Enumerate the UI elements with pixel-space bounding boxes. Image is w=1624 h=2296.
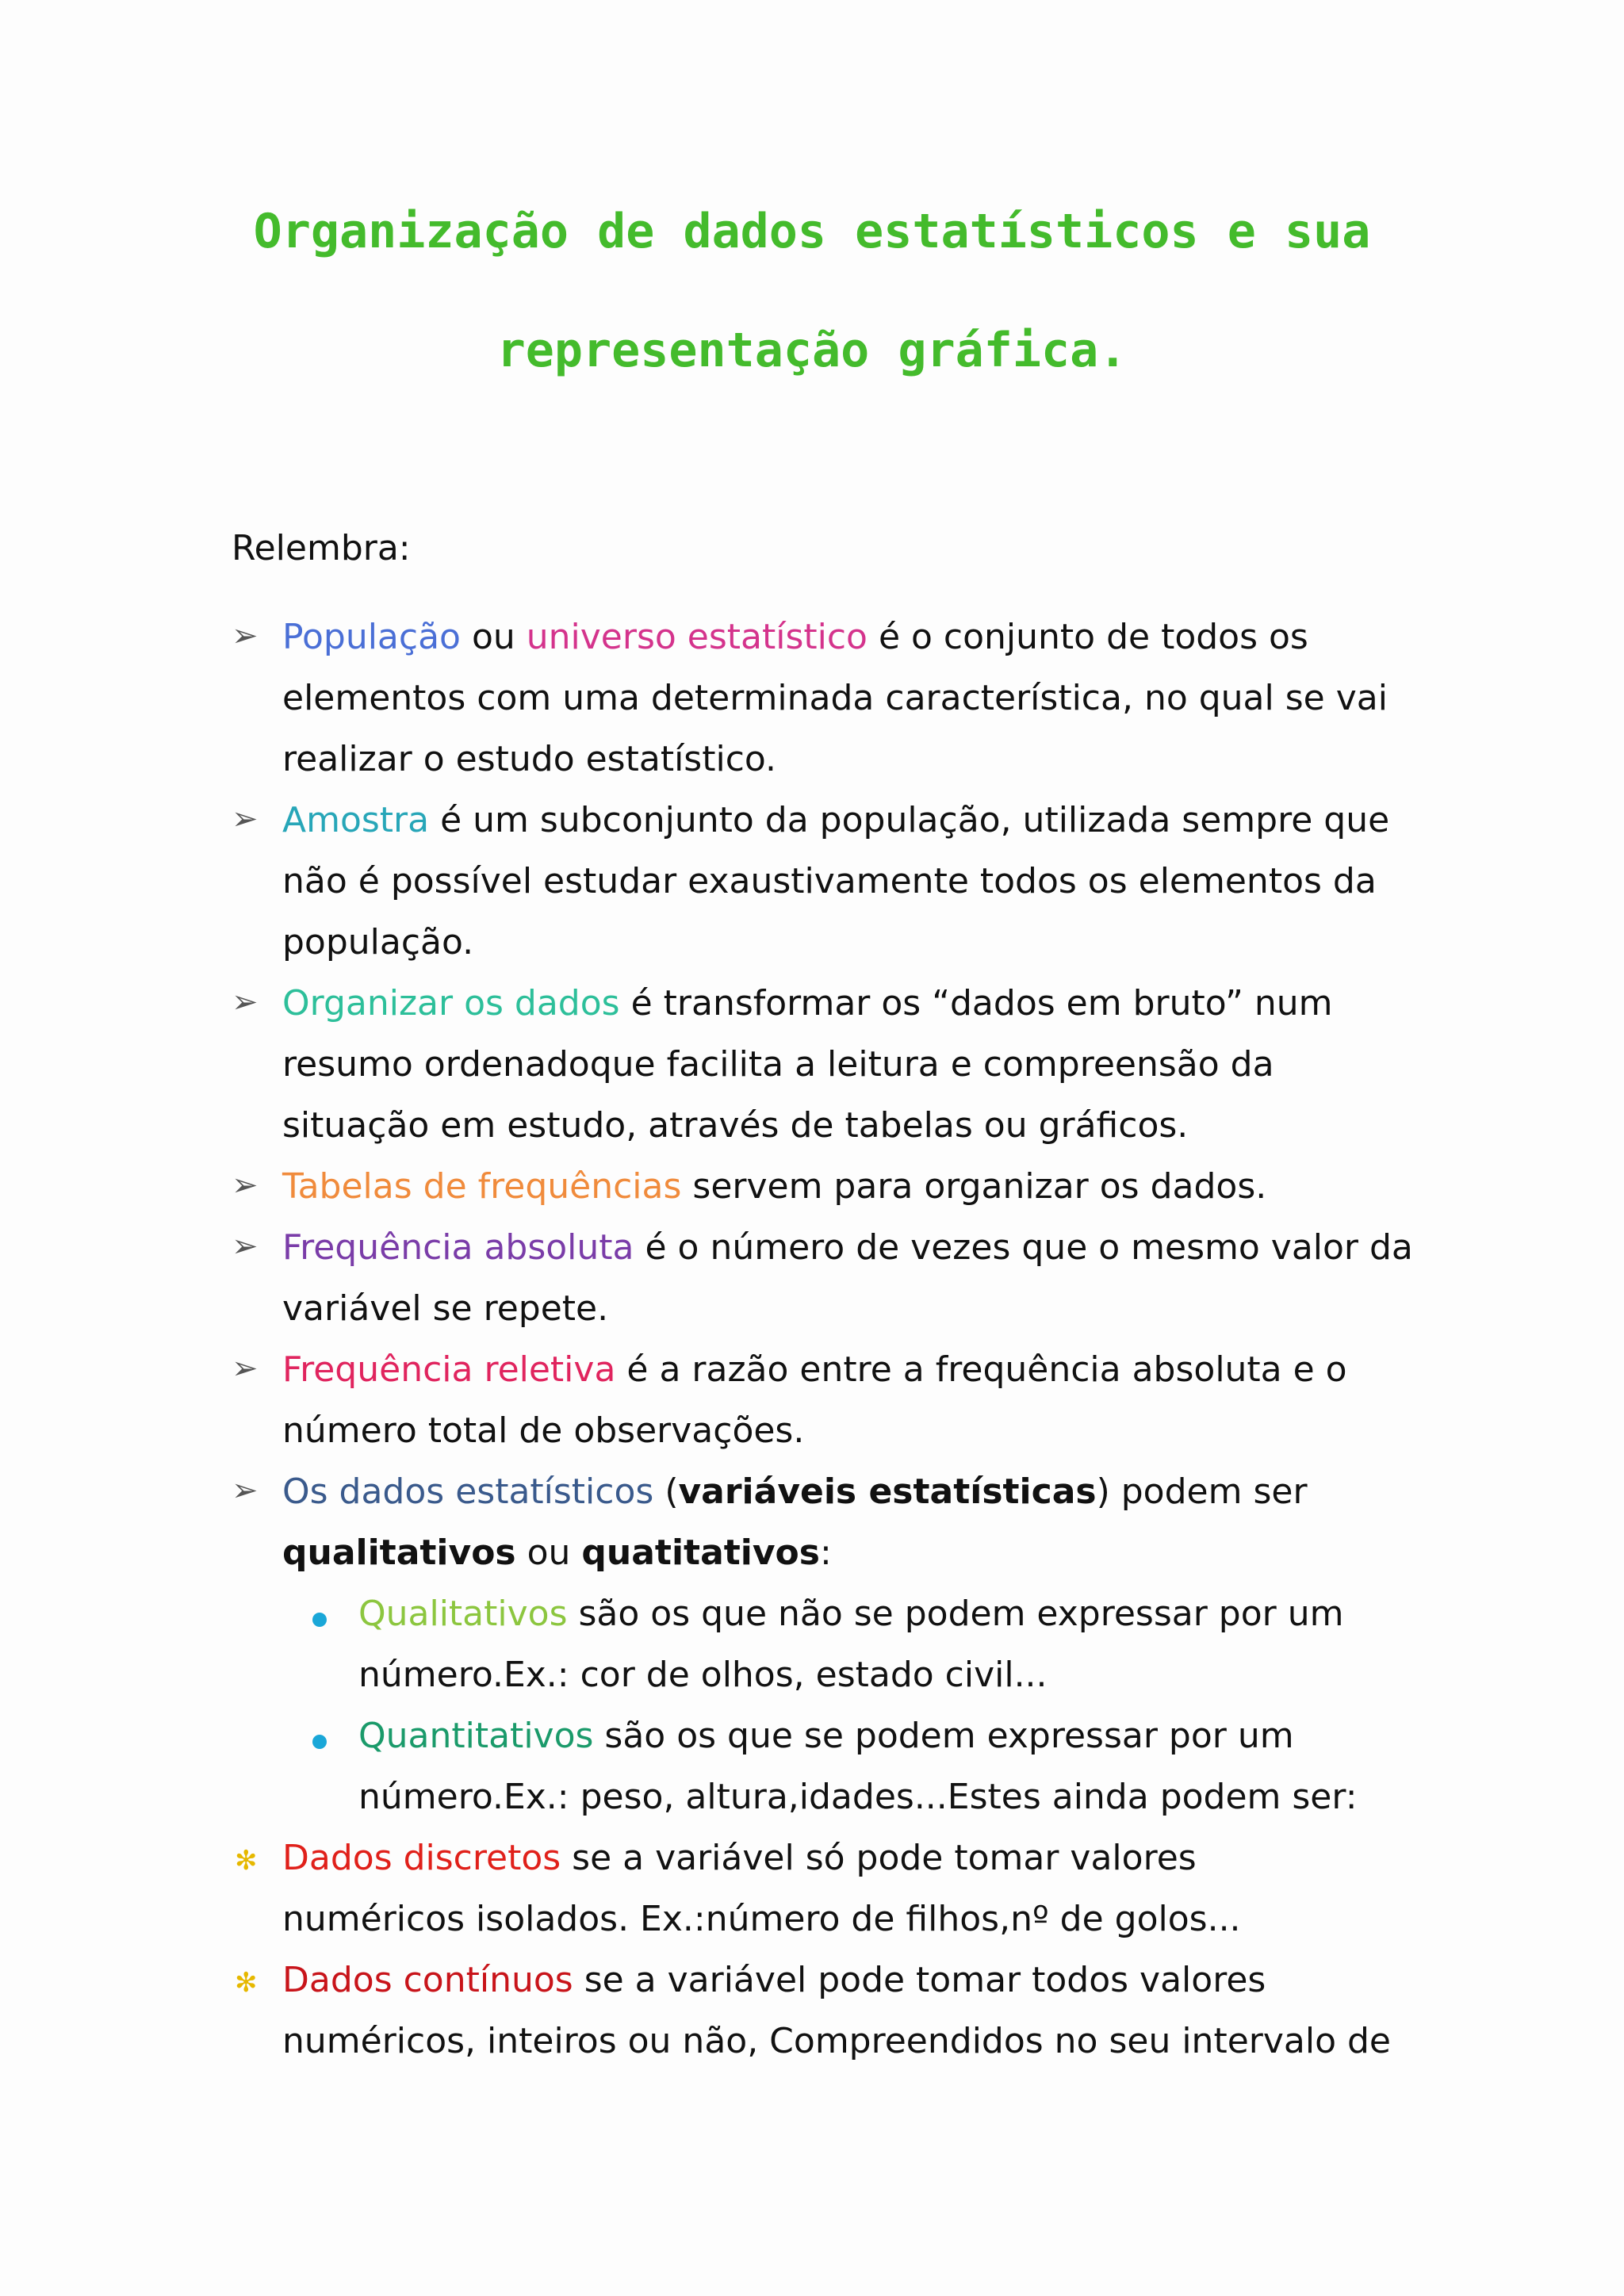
organizar-line-2: resumo ordenadoque facilita a leitura e compreensão da	[282, 1044, 1274, 1085]
arrow-bullet-icon: ➢	[232, 618, 259, 654]
qualitativos-text: são os que não se podem expressar por um	[567, 1594, 1344, 1634]
arrow-bullet-icon: ➢	[232, 1472, 259, 1509]
term-tabelas-de-frequencias: Tabelas de frequências	[282, 1166, 682, 1207]
intro-heading: Relembra:	[232, 528, 411, 568]
amostra-line-3: população.	[282, 922, 474, 962]
term-organizar-os-dados: Organizar os dados	[282, 983, 620, 1024]
term-universo-estatistico: universo estatístico	[526, 617, 868, 657]
arrow-bullet-icon: ➢	[232, 1228, 259, 1265]
freq-relativa-line-2: número total de observações.	[282, 1410, 805, 1451]
dados-estatisticos-text: ) podem ser	[1096, 1471, 1308, 1512]
term-populacao: População	[282, 617, 461, 657]
arrow-bullet-icon: ➢	[232, 1167, 259, 1203]
qualitativos-line-2: número.Ex.: cor de olhos, estado civil...	[358, 1655, 1048, 1695]
organizar-line-1	[282, 983, 1333, 1024]
round-bullet-icon	[312, 1735, 327, 1749]
amostra-line-2: não é possível estudar exaustivamente todos os elementos da	[282, 861, 1377, 901]
term-qualitativos: Qualitativos	[358, 1594, 568, 1634]
joiner-text: ou	[460, 617, 527, 657]
amostra-line-1	[282, 800, 1390, 840]
qualitativos-line-1	[358, 1594, 1344, 1634]
discretos-line-1	[282, 1838, 1197, 1878]
organizar-text: é transformar os “dados em bruto” num	[619, 983, 1333, 1024]
populacao-line-1	[282, 617, 1308, 657]
term-os-dados-estatisticos: Os dados estatísticos	[282, 1471, 654, 1512]
continuos-line-2: numéricos, inteiros ou não, Compreendidos no seu intervalo de	[282, 2021, 1391, 2061]
term-dados-discretos: Dados discretos	[282, 1838, 561, 1878]
discretos-text: se a variável só pode tomar valores	[561, 1838, 1197, 1878]
colon-text: :	[819, 1533, 832, 1573]
arrow-bullet-icon: ➢	[232, 801, 259, 837]
freq-absoluta-line-2: variável se repete.	[282, 1288, 609, 1329]
title-line-1: Organização de dados estatísticos e sua	[253, 204, 1371, 259]
bold-quatitativos: quatitativos	[581, 1533, 820, 1573]
continuos-line-1	[282, 1960, 1266, 2000]
asterisk-bullet-icon: ✻	[235, 1845, 258, 1877]
dados-estatisticos-line-1	[282, 1471, 1308, 1512]
quantitativos-line-2: número.Ex.: peso, altura,idades...Estes ainda podem ser:	[358, 1777, 1358, 1817]
term-frequencia-relativa: Frequência reletiva	[282, 1349, 616, 1390]
tabelas-text: servem para organizar os dados.	[681, 1166, 1267, 1207]
populacao-line-3: realizar o estudo estatístico.	[282, 739, 777, 779]
term-dados-continuos: Dados contínuos	[282, 1960, 573, 2000]
bold-qualitativos: qualitativos	[282, 1533, 516, 1573]
tabelas-line-1	[282, 1166, 1267, 1207]
round-bullet-icon	[312, 1613, 327, 1627]
term-amostra: Amostra	[282, 800, 430, 840]
freq-absoluta-line-1	[282, 1227, 1413, 1268]
bold-variaveis-estatisticas: variáveis estatísticas	[678, 1471, 1097, 1512]
quantitativos-line-1	[358, 1716, 1294, 1756]
term-frequencia-absoluta: Frequência absoluta	[282, 1227, 634, 1268]
asterisk-bullet-icon: ✻	[235, 1967, 258, 1999]
dados-estatisticos-line-2	[282, 1533, 832, 1573]
freq-absoluta-text: é o número de vezes que o mesmo valor da	[634, 1227, 1413, 1268]
amostra-text: é um subconjunto da população, utilizada sempre que	[429, 800, 1390, 840]
continuos-text: se a variável pode tomar todos valores	[573, 1960, 1266, 2000]
title-line-2: representação gráfica.	[496, 323, 1128, 378]
populacao-text: é o conjunto de todos os	[867, 617, 1308, 657]
freq-relativa-text: é a razão entre a frequência absoluta e o	[615, 1349, 1347, 1390]
freq-relativa-line-1	[282, 1349, 1347, 1390]
paren-open: (	[653, 1471, 679, 1512]
term-quantitativos: Quantitativos	[358, 1716, 594, 1756]
arrow-bullet-icon: ➢	[232, 984, 259, 1020]
quantitativos-text: são os que se podem expressar por um	[593, 1716, 1294, 1756]
discretos-line-2: numéricos isolados. Ex.:número de filhos,nº de golos...	[282, 1899, 1241, 1939]
arrow-bullet-icon: ➢	[232, 1350, 259, 1387]
populacao-line-2: elementos com uma determinada característica, no qual se vai	[282, 678, 1388, 718]
joiner-text: ou	[515, 1533, 582, 1573]
organizar-line-3: situação em estudo, através de tabelas ou gráficos.	[282, 1105, 1189, 1146]
